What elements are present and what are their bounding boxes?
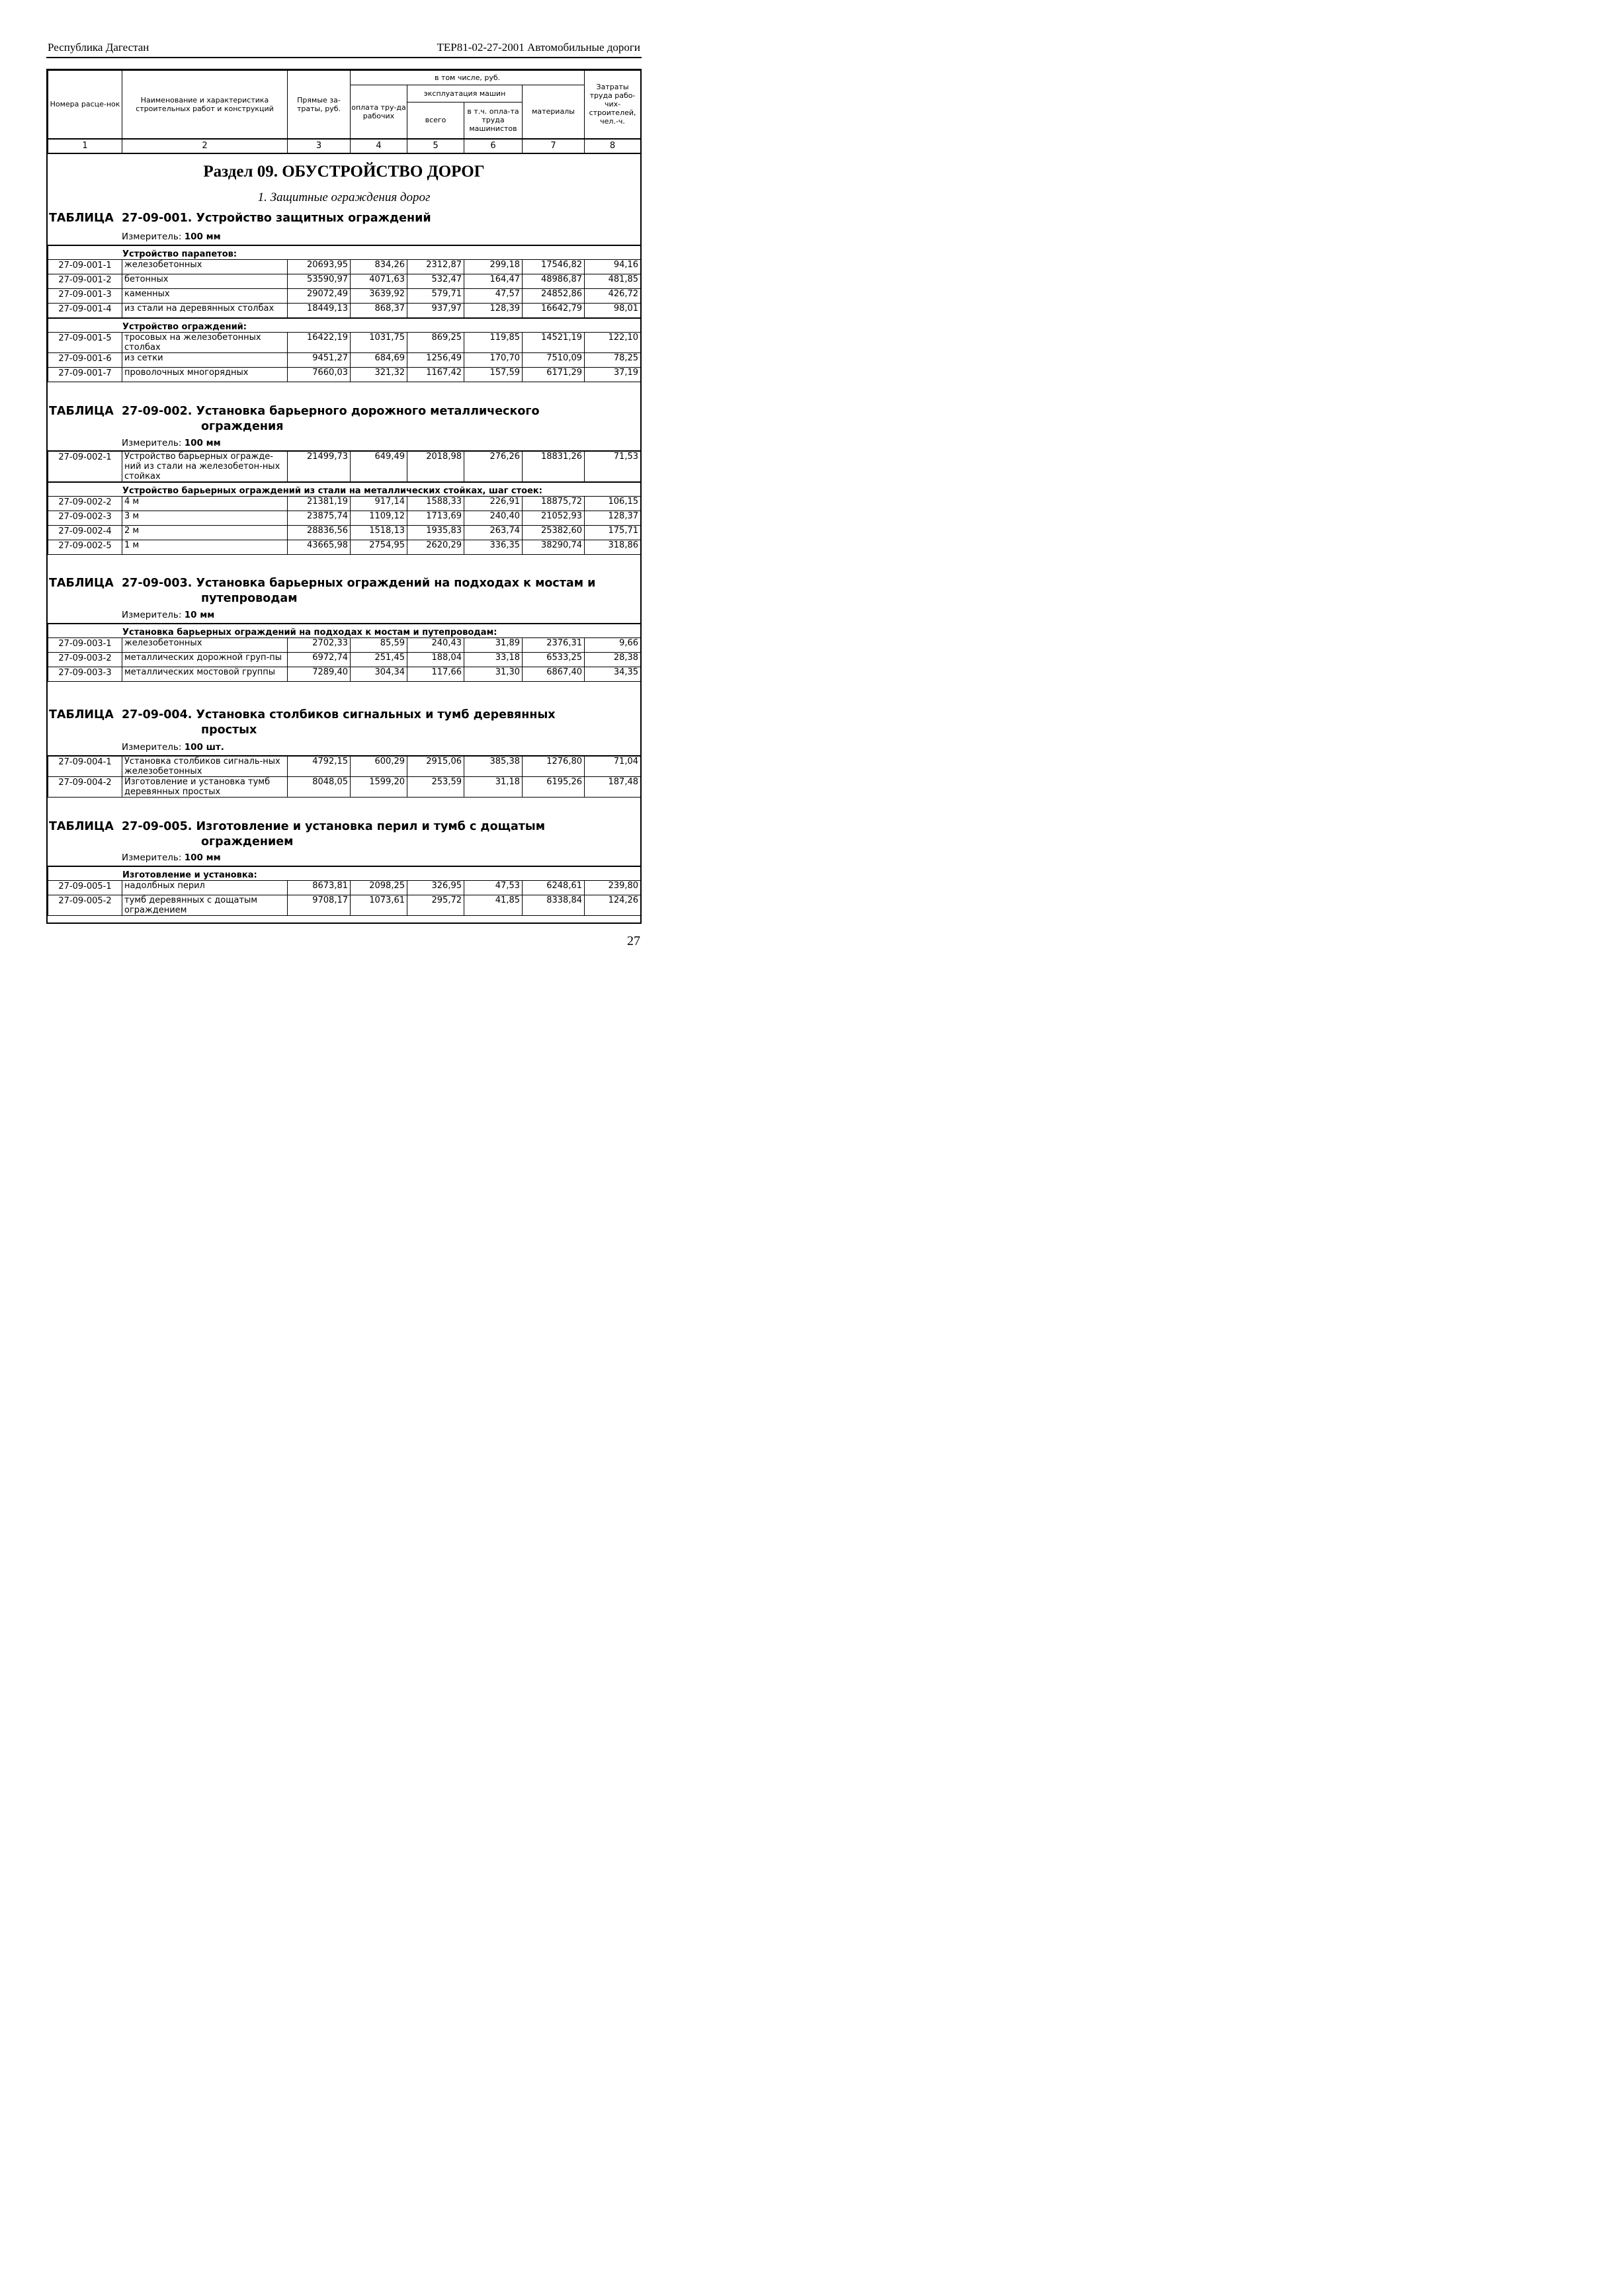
rate-code: 27-09-001-7 — [48, 368, 122, 382]
cost-value: 600,29 — [351, 756, 407, 777]
table-row — [48, 353, 641, 368]
cost-value: 164,47 — [464, 274, 523, 289]
cost-value: 304,34 — [351, 667, 407, 682]
cost-value: 31,18 — [464, 777, 523, 798]
table-title — [49, 576, 595, 606]
table-number: 27-09-005. — [122, 820, 192, 833]
group-row — [48, 245, 641, 260]
cost-value: 14521,19 — [523, 333, 585, 353]
cost-value: 336,35 — [464, 540, 523, 555]
cost-value: 1713,69 — [407, 511, 464, 526]
rate-code: 27-09-001-6 — [48, 353, 122, 368]
cost-value: 318,86 — [585, 540, 641, 555]
measure-value: 100 мм — [184, 438, 221, 448]
table-heading: Установка столбиков сигнальных и тумб деревянных — [196, 708, 556, 721]
cost-value: 37,19 — [585, 368, 641, 382]
measure-unit — [122, 610, 214, 620]
measure-unit — [122, 438, 221, 448]
table-row — [48, 540, 641, 555]
cost-value: 240,43 — [407, 638, 464, 653]
work-name: из сетки — [122, 353, 288, 368]
table-row — [48, 777, 641, 798]
table-row — [48, 667, 641, 682]
table-row — [48, 451, 641, 482]
col-header-wages: оплата тру-да рабочих — [351, 85, 407, 139]
table-row — [48, 881, 641, 895]
cost-value: 8338,84 — [523, 895, 585, 916]
table-label: ТАБЛИЦА — [49, 405, 114, 418]
measure-label: Измеритель: — [122, 610, 182, 620]
page-number: 27 — [627, 934, 640, 948]
cost-value: 18831,26 — [523, 451, 585, 482]
cost-value: 6867,40 — [523, 667, 585, 682]
col-num: 5 — [407, 139, 464, 153]
cost-value: 1276,80 — [523, 756, 585, 777]
rate-code: 27-09-002-5 — [48, 540, 122, 555]
cost-value: 94,16 — [585, 260, 641, 274]
cost-value: 834,26 — [351, 260, 407, 274]
group-label: Устройство ограждений: — [48, 318, 641, 333]
cost-value: 187,48 — [585, 777, 641, 798]
cost-value: 117,66 — [407, 667, 464, 682]
cost-value: 1518,13 — [351, 526, 407, 540]
group-label: Устройство барьерных ограждений из стали на металлических стойках, шаг стоек: — [48, 482, 641, 497]
col-num: 3 — [288, 139, 351, 153]
cost-value: 17546,82 — [523, 260, 585, 274]
rate-code: 27-09-001-5 — [48, 333, 122, 353]
col-header-name: Наименование и характеристика строительных работ и конструкций — [122, 71, 288, 139]
table-heading: Изготовление и установка перил и тумб с дощатым — [196, 820, 546, 833]
cost-value: 7660,03 — [288, 368, 351, 382]
cost-value: 41,85 — [464, 895, 523, 916]
cost-value: 157,59 — [464, 368, 523, 382]
subsection-title: 1. Защитные ограждения дорог — [257, 190, 431, 204]
cost-value: 106,15 — [585, 497, 641, 511]
cost-value: 481,85 — [585, 274, 641, 289]
col-header-including: в том числе, руб. — [351, 71, 585, 85]
cost-value: 16422,19 — [288, 333, 351, 353]
cost-value: 6972,74 — [288, 653, 351, 667]
cost-value: 240,40 — [464, 511, 523, 526]
cost-value: 321,32 — [351, 368, 407, 382]
cost-value: 253,59 — [407, 777, 464, 798]
cost-value: 38290,74 — [523, 540, 585, 555]
col-num: 6 — [464, 139, 523, 153]
work-name: надолбных перил — [122, 881, 288, 895]
table-row — [48, 333, 641, 353]
work-name: Установка столбиков сигналь-ных железобетонных — [122, 756, 288, 777]
rate-code: 27-09-004-2 — [48, 777, 122, 798]
cost-value: 1109,12 — [351, 511, 407, 526]
column-header — [48, 70, 641, 154]
table-row — [48, 638, 641, 653]
cost-value: 9,66 — [585, 638, 641, 653]
cost-value: 2915,06 — [407, 756, 464, 777]
table-number: 27-09-001. — [122, 212, 192, 225]
cost-value: 2620,29 — [407, 540, 464, 555]
table-label: ТАБЛИЦА — [49, 212, 114, 225]
cost-value: 4792,15 — [288, 756, 351, 777]
rate-code: 27-09-003-1 — [48, 638, 122, 653]
group-row — [48, 866, 641, 881]
table-row — [48, 368, 641, 382]
price-table — [48, 755, 641, 798]
group-row — [48, 482, 641, 497]
price-table — [48, 866, 641, 916]
cost-value: 47,57 — [464, 289, 523, 304]
group-label: Установка барьерных ограждений на подходах к мостам и путепроводам: — [48, 624, 641, 638]
col-header-direct: Прямые за-траты, руб. — [288, 71, 351, 139]
cost-value: 175,71 — [585, 526, 641, 540]
rate-code: 27-09-002-1 — [48, 451, 122, 482]
cost-value: 937,97 — [407, 304, 464, 319]
cost-value: 31,30 — [464, 667, 523, 682]
cost-value: 29072,49 — [288, 289, 351, 304]
col-header-code: Номера расце-нок — [48, 71, 122, 139]
measure-value: 100 мм — [184, 231, 221, 242]
measure-unit — [122, 852, 221, 863]
cost-value: 9708,17 — [288, 895, 351, 916]
table-row — [48, 895, 641, 916]
work-name: из стали на деревянных столбах — [122, 304, 288, 319]
rate-code: 27-09-002-4 — [48, 526, 122, 540]
cost-value: 18449,13 — [288, 304, 351, 319]
table-heading-cont: простых — [201, 723, 257, 737]
rate-code: 27-09-005-1 — [48, 881, 122, 895]
cost-value: 239,80 — [585, 881, 641, 895]
cost-value: 385,38 — [464, 756, 523, 777]
table-heading: Устройство защитных ограждений — [196, 212, 431, 225]
cost-value: 2312,87 — [407, 260, 464, 274]
table-label: ТАБЛИЦА — [49, 708, 114, 721]
cost-value: 326,95 — [407, 881, 464, 895]
col-num: 4 — [351, 139, 407, 153]
cost-value: 21381,19 — [288, 497, 351, 511]
cost-value: 23875,74 — [288, 511, 351, 526]
measure-value: 10 мм — [184, 610, 215, 620]
cost-value: 48986,87 — [523, 274, 585, 289]
cost-value: 18875,72 — [523, 497, 585, 511]
work-name: 2 м — [122, 526, 288, 540]
work-name: металлических мостовой группы — [122, 667, 288, 682]
group-row — [48, 624, 641, 638]
cost-value: 2376,31 — [523, 638, 585, 653]
cost-value: 251,45 — [351, 653, 407, 667]
cost-value: 295,72 — [407, 895, 464, 916]
cost-value: 8048,05 — [288, 777, 351, 798]
table-number: 27-09-004. — [122, 708, 192, 721]
work-name: бетонных — [122, 274, 288, 289]
work-name: 4 м — [122, 497, 288, 511]
table-heading: Установка барьерного дорожного металлического — [196, 405, 540, 418]
cost-value: 276,26 — [464, 451, 523, 482]
work-name: Устройство барьерных огражде-ний из стали на железобетон-ных стойках — [122, 451, 288, 482]
header-rule — [46, 57, 642, 58]
col-header-machines-total: всего — [407, 102, 464, 139]
cost-value: 7289,40 — [288, 667, 351, 682]
table-title — [49, 211, 431, 226]
cost-value: 71,04 — [585, 756, 641, 777]
table-row — [48, 756, 641, 777]
rate-code: 27-09-001-2 — [48, 274, 122, 289]
cost-value: 2754,95 — [351, 540, 407, 555]
work-name: Изготовление и установка тумб деревянных простых — [122, 777, 288, 798]
work-name: каменных — [122, 289, 288, 304]
cost-value: 9451,27 — [288, 353, 351, 368]
cost-value: 868,37 — [351, 304, 407, 319]
cost-value: 6248,61 — [523, 881, 585, 895]
table-number: 27-09-002. — [122, 405, 192, 418]
rate-code: 27-09-001-4 — [48, 304, 122, 319]
measure-label: Измеритель: — [122, 438, 182, 448]
rate-code: 27-09-002-3 — [48, 511, 122, 526]
measure-value: 100 мм — [184, 852, 221, 863]
work-name: металлических дорожной груп-пы — [122, 653, 288, 667]
col-header-labor: Затраты труда рабо-чих-строителей, чел.-ч. — [585, 71, 641, 139]
price-table — [48, 623, 641, 682]
cost-value: 16642,79 — [523, 304, 585, 319]
table-row — [48, 526, 641, 540]
work-name: железобетонных — [122, 260, 288, 274]
cost-value: 128,39 — [464, 304, 523, 319]
cost-value: 684,69 — [351, 353, 407, 368]
measure-label: Измеритель: — [122, 231, 182, 242]
section-title: Раздел 09. ОБУСТРОЙСТВО ДОРОГ — [203, 163, 485, 181]
cost-value: 1167,42 — [407, 368, 464, 382]
table-heading-cont: ограждения — [201, 420, 284, 433]
cost-value: 31,89 — [464, 638, 523, 653]
table-title — [49, 708, 556, 738]
cost-value: 20693,95 — [288, 260, 351, 274]
col-header-machines: эксплуатация машин — [407, 85, 523, 102]
rate-code: 27-09-002-2 — [48, 497, 122, 511]
table-label: ТАБЛИЦА — [49, 577, 114, 590]
cost-value: 2098,25 — [351, 881, 407, 895]
cost-value: 6533,25 — [523, 653, 585, 667]
cost-value: 25382,60 — [523, 526, 585, 540]
cost-value: 1073,61 — [351, 895, 407, 916]
cost-value: 124,26 — [585, 895, 641, 916]
col-num: 7 — [523, 139, 585, 153]
cost-value: 85,59 — [351, 638, 407, 653]
table-heading: Установка барьерных ограждений на подходах к мостам и — [196, 577, 596, 590]
cost-value: 649,49 — [351, 451, 407, 482]
col-header-materials: материалы — [523, 85, 585, 139]
rate-code: 27-09-005-2 — [48, 895, 122, 916]
cost-value: 579,71 — [407, 289, 464, 304]
cost-value: 119,85 — [464, 333, 523, 353]
cost-value: 1599,20 — [351, 777, 407, 798]
cost-value: 24852,86 — [523, 289, 585, 304]
cost-value: 28,38 — [585, 653, 641, 667]
table-number: 27-09-003. — [122, 577, 192, 590]
cost-value: 170,70 — [464, 353, 523, 368]
table-heading-cont: ограждением — [201, 835, 294, 848]
cost-value: 188,04 — [407, 653, 464, 667]
cost-value: 917,14 — [351, 497, 407, 511]
price-table — [48, 245, 641, 382]
running-header-document: ТЕР81-02-27-2001 Автомобильные дороги — [437, 41, 640, 54]
cost-value: 263,74 — [464, 526, 523, 540]
work-name: тросовых на железобетонных столбах — [122, 333, 288, 353]
cost-value: 21052,93 — [523, 511, 585, 526]
cost-value: 122,10 — [585, 333, 641, 353]
group-row — [48, 318, 641, 333]
work-name: железобетонных — [122, 638, 288, 653]
running-header-region: Республика Дагестан — [48, 41, 149, 54]
table-title — [49, 819, 545, 850]
cost-value: 6171,29 — [523, 368, 585, 382]
cost-value: 2702,33 — [288, 638, 351, 653]
cost-value: 98,01 — [585, 304, 641, 319]
measure-unit — [122, 742, 224, 753]
cost-value: 532,47 — [407, 274, 464, 289]
table-row — [48, 304, 641, 319]
work-name: проволочных многорядных — [122, 368, 288, 382]
measure-unit — [122, 231, 221, 242]
col-num: 2 — [122, 139, 288, 153]
cost-value: 1935,83 — [407, 526, 464, 540]
table-label: ТАБЛИЦА — [49, 820, 114, 833]
col-num: 8 — [585, 139, 641, 153]
work-name: тумб деревянных с дощатым ограждением — [122, 895, 288, 916]
rate-code: 27-09-001-1 — [48, 260, 122, 274]
table-row — [48, 511, 641, 526]
cost-value: 226,91 — [464, 497, 523, 511]
table-row — [48, 289, 641, 304]
cost-value: 43665,98 — [288, 540, 351, 555]
measure-value: 100 шт. — [184, 742, 224, 753]
cost-value: 3639,92 — [351, 289, 407, 304]
cost-value: 869,25 — [407, 333, 464, 353]
rate-code: 27-09-003-2 — [48, 653, 122, 667]
cost-value: 128,37 — [585, 511, 641, 526]
work-name: 3 м — [122, 511, 288, 526]
cost-value: 1588,33 — [407, 497, 464, 511]
table-row — [48, 497, 641, 511]
cost-value: 53590,97 — [288, 274, 351, 289]
cost-value: 28836,56 — [288, 526, 351, 540]
cost-value: 78,25 — [585, 353, 641, 368]
cost-value: 2018,98 — [407, 451, 464, 482]
cost-value: 71,53 — [585, 451, 641, 482]
rate-code: 27-09-004-1 — [48, 756, 122, 777]
cost-value: 4071,63 — [351, 274, 407, 289]
rate-code: 27-09-001-3 — [48, 289, 122, 304]
table-row — [48, 653, 641, 667]
measure-label: Измеритель: — [122, 852, 182, 863]
cost-value: 8673,81 — [288, 881, 351, 895]
document-frame — [46, 69, 642, 924]
cost-value: 21499,73 — [288, 451, 351, 482]
table-title — [49, 404, 540, 434]
cost-value: 1031,75 — [351, 333, 407, 353]
work-name: 1 м — [122, 540, 288, 555]
cost-value: 1256,49 — [407, 353, 464, 368]
cost-value: 6195,26 — [523, 777, 585, 798]
cost-value: 426,72 — [585, 289, 641, 304]
table-row — [48, 260, 641, 274]
cost-value: 33,18 — [464, 653, 523, 667]
cost-value: 34,35 — [585, 667, 641, 682]
group-label: Изготовление и установка: — [48, 866, 641, 881]
measure-label: Измеритель: — [122, 742, 182, 753]
table-heading-cont: путепроводам — [201, 592, 298, 605]
table-row — [48, 274, 641, 289]
cost-value: 7510,09 — [523, 353, 585, 368]
rate-code: 27-09-003-3 — [48, 667, 122, 682]
price-table — [48, 450, 641, 555]
col-header-operator-wages: в т.ч. опла-та труда машинистов — [464, 102, 523, 139]
col-num: 1 — [48, 139, 122, 153]
group-label: Устройство парапетов: — [48, 245, 641, 260]
cost-value: 47,53 — [464, 881, 523, 895]
cost-value: 299,18 — [464, 260, 523, 274]
